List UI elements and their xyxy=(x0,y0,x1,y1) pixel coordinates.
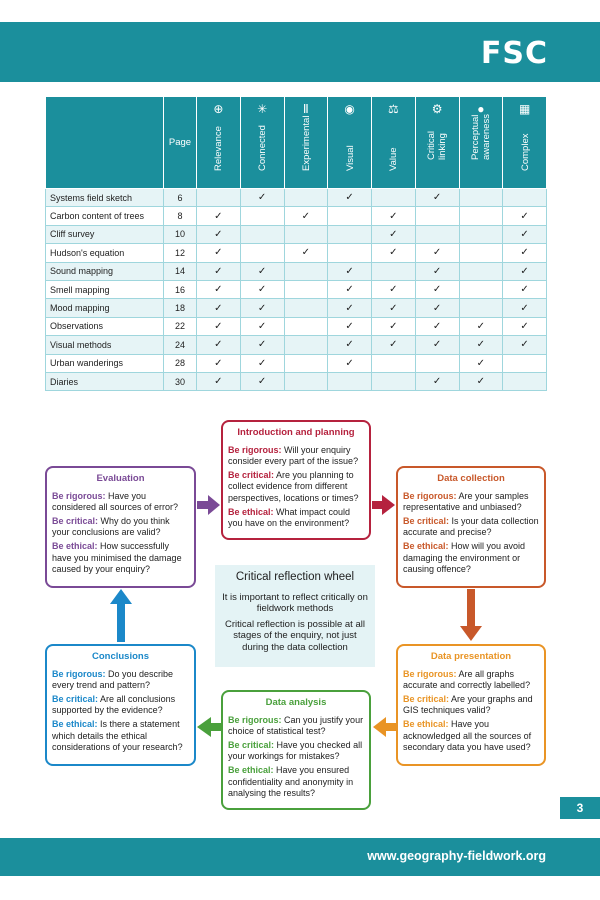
method-name: Carbon content of trees xyxy=(46,207,164,225)
fsc-logo: FSC xyxy=(480,36,548,71)
check-mark-icon: ✓ xyxy=(328,299,372,317)
empty-cell xyxy=(372,189,416,207)
stage-conclusions xyxy=(45,644,196,766)
check-mark-icon: ✓ xyxy=(240,299,284,317)
check-mark-icon: ✓ xyxy=(197,354,241,372)
stage-evaluation xyxy=(45,466,196,588)
header-blank-cell xyxy=(46,97,164,189)
check-mark-icon: ✓ xyxy=(503,225,547,243)
criterion-label: Critical linking xyxy=(426,130,449,160)
check-mark-icon: ✓ xyxy=(240,317,284,335)
stage-title: Data collection xyxy=(437,473,505,484)
table-row xyxy=(46,262,547,280)
empty-cell xyxy=(284,189,328,207)
check-mark-icon: ✓ xyxy=(240,354,284,372)
check-mark-icon: ✓ xyxy=(328,336,372,354)
method-page: 22 xyxy=(164,317,197,335)
empty-cell xyxy=(415,207,459,225)
critical-prompt: Be critical: Are your graphs and GIS techniques valid? xyxy=(403,693,533,716)
empty-cell xyxy=(459,207,503,225)
check-mark-icon: ✓ xyxy=(372,225,416,243)
table-row xyxy=(46,299,547,317)
check-mark-icon: ✓ xyxy=(372,336,416,354)
critical-prompt: Be critical: Why do you think your conclusions are valid? xyxy=(52,515,170,538)
empty-cell xyxy=(503,372,547,390)
method-name: Systems field sketch xyxy=(46,189,164,207)
check-mark-icon: ✓ xyxy=(197,225,241,243)
check-mark-icon: ✓ xyxy=(372,280,416,298)
criterion-label: Perceptual awareness xyxy=(469,114,492,160)
method-page: 6 xyxy=(164,189,197,207)
empty-cell xyxy=(372,354,416,372)
eye-icon: ◉ xyxy=(344,102,355,116)
critical-prompt: Be critical: Are all conclusions supported by the evidence? xyxy=(52,693,176,716)
empty-cell xyxy=(240,207,284,225)
website-url: www.geography-fieldwork.org xyxy=(367,849,546,863)
check-mark-icon: ✓ xyxy=(459,354,503,372)
criterion-label: Connected xyxy=(257,125,269,171)
ethical-prompt: Be ethical: Have you acknowledged all the sources of secondary data you have used? xyxy=(403,718,532,753)
method-name: Urban wanderings xyxy=(46,354,164,372)
empty-cell xyxy=(372,372,416,390)
arrow-analysis-to-conclusions xyxy=(197,717,221,737)
criterion-label: Visual xyxy=(344,145,356,171)
method-page: 30 xyxy=(164,372,197,390)
empty-cell xyxy=(459,225,503,243)
empty-cell xyxy=(240,225,284,243)
method-name: Hudson's equation xyxy=(46,244,164,262)
ethical-prompt: Be ethical: How will you avoid damaging the environment or causing offence? xyxy=(403,540,526,575)
rigorous-prompt: Be rigorous: Are your samples representative and unbiased? xyxy=(403,490,529,513)
test-tubes-icon: Ⅱ xyxy=(302,102,309,116)
arrow-presentation-to-analysis xyxy=(373,717,396,737)
check-mark-icon: ✓ xyxy=(415,244,459,262)
check-mark-icon: ✓ xyxy=(459,372,503,390)
critical-prompt: Be critical: Are you planning to collect evidence from different perspectives, locations or times? xyxy=(228,469,359,503)
rigorous-prompt: Be rigorous: Will your enquiry consider every part of the issue? xyxy=(228,444,359,467)
check-mark-icon: ✓ xyxy=(197,299,241,317)
check-mark-icon: ✓ xyxy=(197,280,241,298)
grid-icon: ▦ xyxy=(518,102,531,116)
check-mark-icon: ✓ xyxy=(503,262,547,280)
check-mark-icon: ✓ xyxy=(197,336,241,354)
method-name: Mood mapping xyxy=(46,299,164,317)
method-name: Cliff survey xyxy=(46,225,164,243)
stage-title: Data analysis xyxy=(265,697,327,708)
check-mark-icon: ✓ xyxy=(197,317,241,335)
method-page: 12 xyxy=(164,244,197,262)
check-mark-icon: ✓ xyxy=(284,207,328,225)
header-criterion xyxy=(459,97,503,189)
rigorous-prompt: Be rigorous: Can you justify your choice of statistical test? xyxy=(228,714,364,737)
method-name: Sound mapping xyxy=(46,262,164,280)
empty-cell xyxy=(284,372,328,390)
method-page: 14 xyxy=(164,262,197,280)
empty-cell xyxy=(240,244,284,262)
critical-reflection-wheel-center xyxy=(215,565,375,667)
criterion-label: Value xyxy=(388,147,400,171)
check-mark-icon: ✓ xyxy=(197,262,241,280)
head-cogs-icon: ⚙ xyxy=(431,102,443,116)
check-mark-icon: ✓ xyxy=(372,244,416,262)
check-mark-icon: ✓ xyxy=(240,280,284,298)
check-mark-icon: ✓ xyxy=(240,262,284,280)
empty-cell xyxy=(459,280,503,298)
arrow-intro-to-collection xyxy=(372,495,395,515)
table-header-row xyxy=(46,97,547,189)
stage-data-analysis xyxy=(221,690,371,810)
method-name: Diaries xyxy=(46,372,164,390)
lightbulb-icon: ● xyxy=(477,102,485,116)
page-number: 3 xyxy=(560,797,600,819)
wheel-text-2: Critical reflection is possible at all stages of the enquiry, not just during the data collection xyxy=(225,618,365,653)
method-name: Visual methods xyxy=(46,336,164,354)
rigorous-prompt: Be rigorous: Do you describe every trend and pattern? xyxy=(52,668,174,691)
check-mark-icon: ✓ xyxy=(240,336,284,354)
empty-cell xyxy=(328,225,372,243)
check-mark-icon: ✓ xyxy=(197,372,241,390)
check-mark-icon: ✓ xyxy=(284,244,328,262)
method-page: 10 xyxy=(164,225,197,243)
table-row xyxy=(46,336,547,354)
empty-cell xyxy=(372,262,416,280)
scales-icon: ⚖ xyxy=(387,102,399,116)
wheel-title: Critical reflection wheel xyxy=(235,571,355,583)
table-row xyxy=(46,207,547,225)
check-mark-icon: ✓ xyxy=(328,354,372,372)
network-icon: ✳ xyxy=(257,102,268,116)
ethical-prompt: Be ethical: Is there a statement which details the ethical considerations of your research? xyxy=(52,718,183,753)
check-mark-icon: ✓ xyxy=(197,244,241,262)
table-row xyxy=(46,280,547,298)
criterion-label: Experimental xyxy=(300,115,312,171)
header-criterion xyxy=(503,97,547,189)
check-mark-icon: ✓ xyxy=(328,189,372,207)
check-mark-icon: ✓ xyxy=(503,336,547,354)
check-mark-icon: ✓ xyxy=(415,317,459,335)
check-mark-icon: ✓ xyxy=(415,299,459,317)
check-mark-icon: ✓ xyxy=(415,336,459,354)
critical-prompt: Be critical: Have you checked all your workings for mistakes? xyxy=(228,739,363,762)
header-criterion xyxy=(372,97,416,189)
empty-cell xyxy=(328,372,372,390)
check-mark-icon: ✓ xyxy=(503,280,547,298)
arrow-conclusions-to-evaluation xyxy=(110,589,132,642)
table-row xyxy=(46,244,547,262)
table-row xyxy=(46,354,547,372)
check-mark-icon: ✓ xyxy=(459,317,503,335)
header-criterion xyxy=(328,97,372,189)
method-page: 16 xyxy=(164,280,197,298)
globe-icon: ⊕ xyxy=(213,102,224,116)
check-mark-icon: ✓ xyxy=(328,317,372,335)
header-page: Page xyxy=(164,97,197,189)
empty-cell xyxy=(284,299,328,317)
check-mark-icon: ✓ xyxy=(503,299,547,317)
header-criterion xyxy=(197,97,241,189)
method-name: Observations xyxy=(46,317,164,335)
method-page: 18 xyxy=(164,299,197,317)
stage-title: Conclusions xyxy=(91,651,149,662)
stage-introduction-planning xyxy=(221,420,371,540)
header-criterion xyxy=(240,97,284,189)
check-mark-icon: ✓ xyxy=(240,189,284,207)
stage-data-collection xyxy=(396,466,546,588)
method-name: Smell mapping xyxy=(46,280,164,298)
check-mark-icon: ✓ xyxy=(459,336,503,354)
empty-cell xyxy=(459,262,503,280)
empty-cell xyxy=(459,244,503,262)
empty-cell xyxy=(284,354,328,372)
empty-cell xyxy=(328,244,372,262)
check-mark-icon: ✓ xyxy=(503,317,547,335)
footer-bar xyxy=(0,838,600,876)
stage-data-presentation xyxy=(396,644,546,766)
check-mark-icon: ✓ xyxy=(328,280,372,298)
check-mark-icon: ✓ xyxy=(415,372,459,390)
critical-prompt: Be critical: Is your data collection accurate and precise? xyxy=(403,515,539,538)
table-row xyxy=(46,317,547,335)
empty-cell xyxy=(197,189,241,207)
methods-criteria-table xyxy=(45,96,547,391)
header-criterion xyxy=(284,97,328,189)
ethical-prompt: Be ethical: How successfully have you minimised the damage caused by your enquiry? xyxy=(52,540,182,575)
empty-cell xyxy=(503,354,547,372)
criterion-label: Relevance xyxy=(213,126,225,171)
method-page: 8 xyxy=(164,207,197,225)
ethical-prompt: Be ethical: What impact could you have on the environment? xyxy=(228,506,351,529)
check-mark-icon: ✓ xyxy=(415,189,459,207)
table-row xyxy=(46,189,547,207)
empty-cell xyxy=(284,225,328,243)
check-mark-icon: ✓ xyxy=(415,280,459,298)
empty-cell xyxy=(503,189,547,207)
check-mark-icon: ✓ xyxy=(328,262,372,280)
empty-cell xyxy=(459,299,503,317)
stage-title: Introduction and planning xyxy=(237,427,355,438)
check-mark-icon: ✓ xyxy=(372,207,416,225)
check-mark-icon: ✓ xyxy=(503,244,547,262)
empty-cell xyxy=(284,262,328,280)
header-bar xyxy=(0,22,600,82)
stage-title: Evaluation xyxy=(96,473,145,484)
check-mark-icon: ✓ xyxy=(503,207,547,225)
check-mark-icon: ✓ xyxy=(197,207,241,225)
empty-cell xyxy=(284,336,328,354)
check-mark-icon: ✓ xyxy=(240,372,284,390)
header-criterion xyxy=(415,97,459,189)
empty-cell xyxy=(284,317,328,335)
method-page: 28 xyxy=(164,354,197,372)
stage-title: Data presentation xyxy=(430,651,512,662)
empty-cell xyxy=(415,354,459,372)
wheel-text-1: It is important to reflect critically on fieldwork methods xyxy=(222,591,368,614)
rigorous-prompt: Be rigorous: Are all graphs accurate and correctly labelled? xyxy=(403,668,531,691)
empty-cell xyxy=(415,225,459,243)
criterion-label: Complex xyxy=(519,133,531,171)
arrow-collection-to-presentation xyxy=(460,589,482,641)
check-mark-icon: ✓ xyxy=(415,262,459,280)
arrow-evaluation-to-intro xyxy=(197,495,220,515)
check-mark-icon: ✓ xyxy=(372,299,416,317)
rigorous-prompt: Be rigorous: Have you considered all sources of error? xyxy=(52,490,179,513)
table-row xyxy=(46,372,547,390)
method-page: 24 xyxy=(164,336,197,354)
ethical-prompt: Be ethical: Have you ensured confidentiality and anonymity in analysing the results? xyxy=(228,764,354,799)
empty-cell xyxy=(328,207,372,225)
check-mark-icon: ✓ xyxy=(372,317,416,335)
empty-cell xyxy=(284,280,328,298)
table-row xyxy=(46,225,547,243)
empty-cell xyxy=(459,189,503,207)
